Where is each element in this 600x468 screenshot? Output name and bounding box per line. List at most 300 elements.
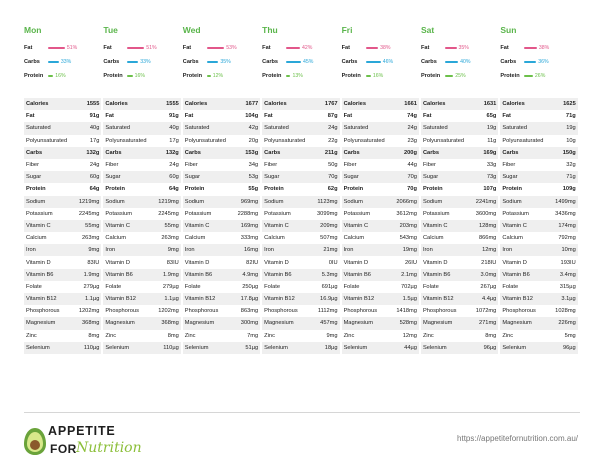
nutrient-value: 34g (248, 162, 259, 169)
nutrient-row (500, 110, 577, 122)
nutrient-row (24, 232, 101, 244)
nutrient-value: 53g (248, 174, 259, 181)
macro-label: Carbs (182, 59, 199, 65)
macro-percent: 53% (226, 45, 237, 51)
nutrient-value: 315µg (559, 283, 576, 290)
nutrient-label: Fat (502, 113, 511, 120)
nutrient-row (183, 183, 260, 195)
nutrient-row (421, 232, 498, 244)
nutrient-value: 969mg (240, 198, 259, 205)
macro-bar-fat (127, 47, 144, 50)
nutrient-label: Vitamin B12 (264, 296, 295, 303)
nutrient-value: 8mg (485, 332, 497, 339)
nutrient-label: Polyunsaturated (502, 137, 544, 144)
nutrient-label: Magnesium (343, 320, 373, 327)
nutrient-value: 1767 (324, 101, 338, 108)
nutrient-row (342, 122, 419, 134)
nutrient-value: 7mg (247, 332, 259, 339)
nutrient-value: 55g (248, 186, 259, 193)
nutrient-row (103, 305, 180, 317)
nutrient-label: Selenium (264, 344, 288, 351)
nutrient-value: 17.8µg (240, 296, 259, 303)
nutrient-label: Folate (264, 283, 280, 290)
nutrient-value: 263mg (161, 235, 179, 242)
nutrient-row (103, 317, 180, 329)
nutrient-label: Fat (343, 113, 353, 120)
nutrient-row (421, 147, 498, 159)
nutrient-row (262, 208, 339, 220)
nutrient-label: Magnesium (264, 320, 294, 327)
nutrient-label: Vitamin B12 (343, 296, 375, 303)
nutrient-row (183, 110, 260, 122)
macro-row-fat (500, 41, 577, 55)
nutrient-label: Vitamin D (105, 259, 130, 266)
macro-percent: 25% (455, 73, 466, 79)
nutrient-row (342, 317, 419, 329)
macro-label: Protein (24, 73, 44, 79)
nutrient-value: 169mg (240, 222, 259, 229)
nutrient-value: 267µg (480, 283, 497, 290)
nutrient-value: 24g (328, 125, 338, 132)
nutrient-label: Calcium (264, 235, 285, 242)
nutrient-label: Phosphorous (422, 308, 457, 315)
website-link[interactable]: https://appetitefornutrition.com.au/ (457, 434, 578, 443)
nutrient-row (421, 342, 498, 354)
nutrient-row (342, 147, 419, 159)
footer-divider (24, 412, 580, 413)
nutrient-row (421, 293, 498, 305)
nutrient-value: 271mg (478, 320, 497, 327)
macro-bar-fat (445, 47, 457, 50)
nutrient-row (262, 281, 339, 293)
nutrient-value: 50g (328, 162, 338, 169)
nutrient-label: Vitamin B12 (26, 296, 57, 303)
nutrient-label: Fiber (264, 162, 278, 169)
nutrient-row (183, 330, 260, 342)
nutrient-row (103, 122, 180, 134)
nutrient-row (262, 183, 339, 195)
nutrient-value: 55mg (164, 222, 179, 229)
nutrient-row (24, 256, 101, 268)
nutrient-value: 1631 (483, 101, 497, 108)
nutrient-value: 3.1µg (561, 296, 576, 303)
nutrient-value: 96µg (562, 344, 576, 351)
nutrient-label: Folate (422, 283, 439, 290)
nutrient-label: Selenium (184, 344, 209, 351)
nutrient-label: Potassium (184, 210, 212, 217)
nutrient-row (342, 305, 419, 317)
nutrient-value: 70g (407, 186, 417, 193)
macro-row-carbs (103, 55, 180, 69)
macro-percent: 40% (460, 59, 471, 65)
nutrient-value: 22g (328, 137, 338, 144)
nutrient-value: 368mg (161, 320, 179, 327)
nutrient-value: 104g (245, 113, 259, 120)
macro-label: Fat (500, 45, 509, 51)
nutrient-row (500, 135, 577, 147)
nutrient-value: 71g (565, 113, 576, 120)
nutrient-value: 23g (407, 137, 417, 144)
nutrient-row (500, 147, 577, 159)
nutrient-row (262, 232, 339, 244)
macro-label: Carbs (24, 59, 40, 65)
nutrient-value: 1202mg (158, 308, 179, 315)
nutrient-value: 333mg (240, 235, 259, 242)
nutrient-value: 263mg (82, 235, 100, 242)
nutrient-row (183, 98, 260, 110)
nutrient-row (103, 232, 180, 244)
nutrient-value: 2245mg (78, 210, 100, 217)
nutrient-row (183, 208, 260, 220)
nutrient-label: Sodium (264, 198, 284, 205)
nutrient-value: 9mg (88, 247, 100, 254)
nutrient-label: Magnesium (184, 320, 215, 327)
nutrient-row (342, 208, 419, 220)
macro-percent: 51% (146, 45, 157, 51)
nutrient-value: 174mg (558, 222, 576, 229)
nutrient-label: Fiber (184, 162, 198, 169)
day-column (24, 24, 101, 354)
nutrient-label: Carbs (343, 149, 360, 156)
nutrient-value: 1555 (166, 101, 179, 108)
nutrient-value: 3099mg (317, 210, 338, 217)
nutrient-row (103, 220, 180, 232)
nutrient-row (500, 220, 577, 232)
macro-row-carbs (24, 55, 101, 69)
nutrient-value: 132g (86, 149, 100, 156)
nutrient-value: 1661 (404, 101, 417, 108)
nutrient-value: 19mg (402, 247, 417, 254)
week-columns (24, 24, 580, 354)
nutrient-label: Selenium (343, 344, 368, 351)
macro-row-carbs (262, 55, 339, 69)
nutrient-row (342, 220, 419, 232)
macro-percent: 36% (538, 59, 549, 65)
nutrient-label: Phosphorous (343, 308, 378, 315)
nutrient-value: 2.1mg (401, 271, 417, 278)
nutrient-value: 3600mg (475, 210, 497, 217)
nutrient-value: 279µg (83, 283, 100, 290)
macro-row-fat (103, 41, 180, 55)
nutrient-row (500, 232, 577, 244)
nutrient-row (500, 183, 577, 195)
macro-bar-fat (48, 47, 65, 50)
nutrient-value: 70g (407, 174, 417, 181)
nutrient-label: Zinc (422, 332, 434, 339)
nutrient-label: Potassium (422, 210, 450, 217)
nutrient-label: Sugar (26, 174, 42, 181)
avocado-icon (22, 426, 48, 456)
nutrient-label: Calcium (105, 235, 126, 242)
macro-row-protein (103, 69, 180, 83)
nutrient-row (342, 196, 419, 208)
macro-bar-fat (207, 47, 224, 50)
macro-bar-protein (286, 75, 290, 78)
nutrient-value: 1028mg (555, 308, 576, 315)
nutrient-value: 82IU (246, 259, 259, 266)
nutrient-value: 279µg (162, 283, 179, 290)
nutrient-label: Carbs (184, 149, 201, 156)
macro-label: Fat (182, 45, 192, 51)
nutrient-label: Selenium (105, 344, 130, 351)
nutrient-row (500, 244, 577, 256)
nutrient-row (24, 269, 101, 281)
macro-row-protein (262, 69, 339, 83)
nutrient-label: Folate (502, 283, 519, 290)
nutrient-label: Vitamin C (264, 222, 289, 229)
nutrient-row (262, 244, 339, 256)
nutrient-label: Iron (343, 247, 354, 254)
macro-row-carbs (421, 55, 498, 69)
nutrient-value: 55mg (85, 222, 100, 229)
nutrient-label: Magnesium (26, 320, 56, 327)
nutrient-value: 702µg (401, 283, 417, 290)
nutrient-row (342, 281, 419, 293)
nutrient-label: Folate (184, 283, 201, 290)
nutrient-label: Polyunsaturated (264, 137, 306, 144)
macro-bar-fat (366, 47, 379, 50)
nutrient-label: Zinc (26, 332, 37, 339)
nutrient-row (24, 171, 101, 183)
macro-label: Fat (103, 45, 112, 51)
nutrient-row (500, 317, 577, 329)
nutrient-label: Vitamin D (343, 259, 369, 266)
nutrient-label: Vitamin D (26, 259, 51, 266)
nutrient-value: 153g (245, 149, 259, 156)
nutrient-label: Fat (26, 113, 35, 120)
nutrient-row (24, 159, 101, 171)
nutrient-value: 3.4mg (559, 271, 576, 278)
nutrient-value: 1219mg (78, 198, 100, 205)
nutrient-value: 8mg (167, 332, 179, 339)
nutrient-row (342, 110, 419, 122)
nutrient-row (342, 232, 419, 244)
nutrient-value: 16mg (243, 247, 259, 254)
macro-bar-carbs (207, 61, 219, 64)
nutrient-row (24, 196, 101, 208)
nutrient-value: 109g (562, 186, 576, 193)
nutrient-label: Protein (343, 186, 364, 193)
nutrient-row (262, 196, 339, 208)
nutrient-value: 96µg (483, 344, 497, 351)
macro-row-fat (24, 41, 101, 55)
nutrient-label: Magnesium (422, 320, 453, 327)
macro-bar-carbs (524, 61, 536, 64)
nutrient-label: Carbs (502, 149, 519, 156)
macro-row-fat (183, 41, 260, 55)
nutrient-row (103, 293, 180, 305)
macro-row-protein (421, 69, 498, 83)
nutrient-row (421, 98, 498, 110)
macro-row-protein (183, 69, 260, 83)
nutrient-row (262, 171, 339, 183)
nutrient-row (342, 342, 419, 354)
nutrient-value: 1202mg (78, 308, 100, 315)
nutrient-row (262, 317, 339, 329)
nutrient-value: 1499mg (555, 198, 576, 205)
nutrient-label: Sugar (264, 174, 280, 181)
nutrient-row (421, 171, 498, 183)
nutrient-value: 40g (89, 125, 100, 132)
nutrient-value: 218IU (481, 259, 497, 266)
nutrient-value: 866mg (478, 235, 497, 242)
brand-logo (22, 420, 142, 460)
macro-percent: 51% (66, 45, 78, 51)
nutrient-label: Saturated (105, 125, 131, 132)
nutrient-label: Selenium (26, 344, 50, 351)
macro-bar-protein (207, 75, 211, 78)
nutrient-row (262, 330, 339, 342)
nutrient-row (262, 269, 339, 281)
nutrient-row (24, 110, 101, 122)
nutrient-label: Vitamin C (105, 222, 130, 229)
nutrient-value: 209mg (320, 222, 338, 229)
nutrient-row (421, 159, 498, 171)
nutrient-value: 1112mg (317, 308, 338, 315)
nutrient-row (500, 281, 577, 293)
nutrient-value: 4.4µg (481, 296, 497, 303)
day-name: Thu (262, 25, 278, 35)
nutrient-label: Fiber (502, 162, 516, 169)
nutrient-label: Phosphorous (264, 308, 298, 315)
nutrient-value: 44g (407, 162, 417, 169)
nutrient-label: Iron (422, 247, 433, 254)
nutrient-label: Protein (26, 186, 46, 193)
macro-percent: 38% (538, 45, 550, 51)
macro-bar-protein (48, 75, 53, 78)
nutrient-row (262, 159, 339, 171)
nutrient-label: Calories (105, 101, 128, 108)
nutrient-row (342, 171, 419, 183)
macro-percent: 16% (372, 73, 384, 79)
nutrient-value: 250µg (242, 283, 259, 290)
nutrient-value: 83IU (87, 259, 100, 266)
nutrient-row (342, 330, 419, 342)
nutrient-row (342, 159, 419, 171)
nutrient-label: Polyunsaturated (26, 137, 68, 144)
nutrient-row (103, 159, 180, 171)
nutrient-label: Iron (502, 247, 513, 254)
macro-row-carbs (342, 55, 419, 69)
nutrient-row (500, 208, 577, 220)
nutrient-label: Folate (26, 283, 42, 290)
nutrient-label: Fat (184, 113, 194, 120)
nutrient-label: Carbs (422, 149, 440, 156)
nutrient-label: Magnesium (105, 320, 135, 327)
nutrient-label: Sodium (26, 198, 46, 205)
nutrient-label: Potassium (502, 210, 529, 217)
macro-label: Protein (262, 73, 282, 79)
nutrient-value: 64g (89, 186, 100, 193)
nutrient-value: 21mg (323, 247, 338, 254)
nutrient-value: 1555 (86, 101, 100, 108)
nutrient-row (421, 269, 498, 281)
nutrient-label: Selenium (422, 344, 447, 351)
nutrient-row (183, 220, 260, 232)
nutrient-value: 51µg (245, 344, 259, 351)
nutrient-row (183, 122, 260, 134)
nutrient-row (183, 171, 260, 183)
macro-bar-protein (445, 75, 453, 78)
macro-percent: 33% (60, 59, 72, 65)
nutrient-value: 226mg (558, 320, 576, 327)
nutrient-row (24, 342, 101, 354)
nutrient-value: 132g (165, 149, 179, 156)
macro-bar-carbs (286, 61, 301, 64)
nutrient-row (103, 256, 180, 268)
nutrient-value: 12mg (482, 247, 497, 254)
nutrient-value: 24g (407, 125, 417, 132)
nutrient-value: 65g (486, 113, 497, 120)
nutrient-row (421, 317, 498, 329)
logo-appetite-text: APPETITE (48, 424, 116, 438)
nutrient-row (183, 293, 260, 305)
nutrient-label: Potassium (105, 210, 132, 217)
nutrient-row (24, 98, 101, 110)
nutrient-label: Phosphorous (26, 308, 60, 315)
day-column (421, 24, 498, 354)
nutrient-value: 1.9mg (162, 271, 179, 278)
nutrient-label: Zinc (184, 332, 196, 339)
nutrient-value: 1625 (563, 101, 576, 108)
nutrient-value: 150g (562, 149, 576, 156)
nutrient-row (24, 122, 101, 134)
nutrient-row (183, 196, 260, 208)
macro-label: Fat (24, 45, 33, 51)
nutrient-label: Protein (264, 186, 284, 193)
nutrient-value: 107g (483, 186, 497, 193)
nutrient-row (500, 269, 577, 281)
nutrient-row (103, 244, 180, 256)
nutrient-value: 1.1µg (85, 296, 100, 303)
nutrient-value: 543mg (399, 235, 417, 242)
nutrient-row (342, 135, 419, 147)
nutrient-value: 457mg (320, 320, 338, 327)
nutrient-row (24, 317, 101, 329)
nutrient-value: 16.9µg (320, 296, 338, 303)
nutrient-value: 71g (566, 174, 576, 181)
nutrient-value: 70g (328, 174, 338, 181)
nutrient-row (183, 281, 260, 293)
macro-row-carbs (183, 55, 260, 69)
nutrient-label: Fiber (343, 162, 357, 169)
nutrient-label: Vitamin B12 (105, 296, 136, 303)
macro-label: Protein (420, 73, 441, 79)
nutrient-value: 4.9mg (242, 271, 259, 278)
nutrient-value: 3612mg (396, 210, 417, 217)
nutrient-label: Vitamin B6 (343, 271, 371, 278)
nutrient-label: Calcium (26, 235, 47, 242)
nutrient-table (103, 98, 180, 354)
nutrient-label: Fiber (422, 162, 436, 169)
nutrient-value: 691µg (321, 283, 338, 290)
nutrient-label: Phosphorous (105, 308, 139, 315)
nutrient-label: Sodium (422, 198, 443, 205)
nutrient-row (421, 122, 498, 134)
nutrient-row (500, 171, 577, 183)
nutrient-row (421, 110, 498, 122)
nutrient-value: 1.1µg (164, 296, 179, 303)
nutrient-value: 17g (169, 137, 179, 144)
nutrient-row (500, 256, 577, 268)
nutrient-label: Iron (184, 247, 195, 254)
macro-bar-protein (366, 75, 371, 78)
macro-percent: 12% (212, 73, 224, 79)
macro-percent: 38% (380, 45, 391, 51)
nutrient-label: Saturated (422, 125, 448, 132)
nutrient-row (262, 122, 339, 134)
nutrient-label: Fat (264, 113, 273, 120)
